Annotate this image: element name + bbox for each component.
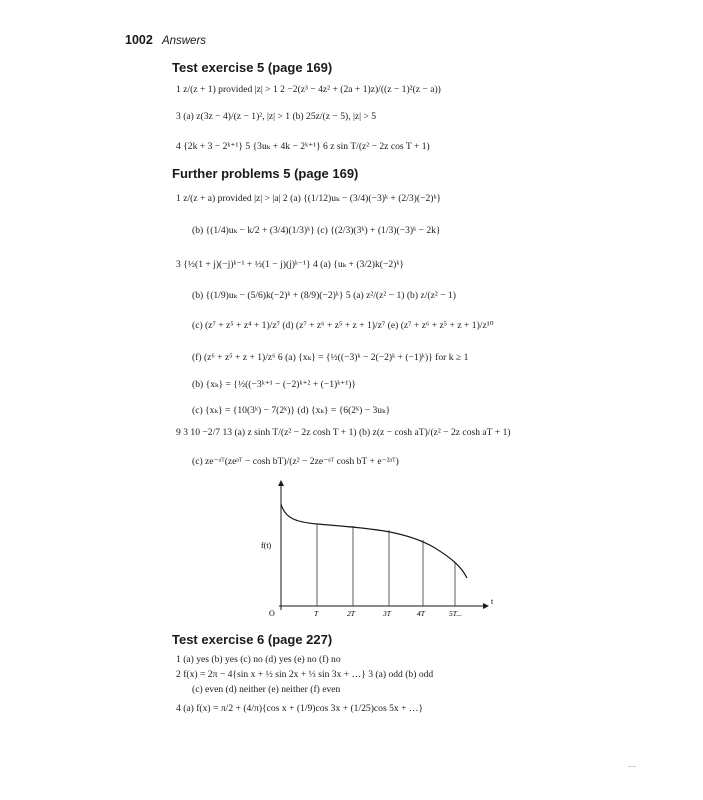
answer-line: (c) even (d) neither (e) neither (f) even — [192, 684, 341, 695]
answer-line: (b) {xₖ} = {½((−3ᵏ⁺¹ − (−2)ᵏ⁺² + (−1)ᵏ⁺¹)} — [192, 379, 357, 390]
tick-label: 5T... — [449, 609, 462, 618]
y-axis-label: f(t) — [261, 541, 272, 550]
section-title: Answers — [161, 35, 207, 47]
answer-line: 4 (a) f(x) = π/2 + (4/π){cos x + (1/9)cos 3x + (1/25)cos 5x + …} — [176, 703, 424, 714]
y-axis-arrow — [278, 480, 284, 486]
answer-line: (f) (z⁶ + z⁵ + z + 1)/z⁶ 6 (a) {xₖ} = {½((−3)ᵏ − 2(−2)ᵏ + (−1)ᵏ)} for k ≥ 1 — [192, 352, 469, 363]
origin-label: O — [269, 609, 275, 618]
answer-line: (c) {xₖ} = {10(3ᵏ) − 7(2ᵏ)} (d) {xₖ} = {6(2ᵏ) − 3uₖ} — [192, 405, 391, 416]
tick-label: 2T — [347, 609, 355, 618]
x-axis-arrow — [483, 603, 489, 609]
answer-line: 1 z/(z + a) provided |z| > |a| 2 (a) {(1/12)uₖ − (3/4)(−3)ᵏ + (2/3)(−2)ᵏ} — [176, 193, 442, 204]
tick-label: T — [314, 609, 319, 618]
answer-line: (b) {(1/4)uₖ − k/2 + (3/4)(1/3)ᵏ} (c) {(2/3)(3ᵏ) + (1/3)(−3)ᵏ − 2k} — [192, 225, 441, 236]
answer-line: (c) (z⁷ + z⁵ + z⁴ + 1)/z⁷ (d) (z⁷ + z⁶ + z⁵ + z + 1)/z⁷ (e) (z⁷ + z⁶ + z⁵ + z + 1)/z¹⁰ — [192, 320, 494, 331]
answer-line: 2 f(x) = 2π − 4{sin x + ½ sin 2x + ⅓ sin 3x + …} 3 (a) odd (b) odd — [176, 669, 434, 680]
further-problems-5-heading: Further problems 5 (page 169) — [172, 166, 359, 181]
answer-line: 1 z/(z + 1) provided |z| > 1 2 −2(z³ − 4z² + (2a + 1)z)/((z − 1)²(z − a)) — [176, 84, 441, 95]
tick-label: 3T — [383, 609, 391, 618]
x-axis-label: t — [491, 597, 494, 606]
page-number: 1002 — [125, 33, 153, 47]
decay-curve — [281, 504, 467, 578]
answer-line: 1 (a) yes (b) yes (c) no (d) yes (e) no (f) no — [176, 654, 341, 665]
answer-line: (c) ze⁻ᵃᵀ(zeᵃᵀ − cosh bT)/(z² − 2ze⁻ᵃᵀ cosh bT + e⁻²ᵃᵀ) — [192, 456, 399, 467]
function-graph — [255, 478, 495, 618]
page-header — [125, 33, 206, 48]
answer-line: 3 (a) z(3z − 4)/(z − 1)², |z| > 1 (b) 25z/(z − 5), |z| > 5 — [176, 111, 377, 122]
answer-line: 4 {2k + 3 − 2ᵏ⁺¹} 5 {3uₖ + 4k − 2ᵏ⁺¹} 6 z sin T/(z² − 2z cos T + 1) — [176, 141, 430, 152]
answer-line: 9 3 10 −2/7 13 (a) z sinh T/(z² − 2z cosh T + 1) (b) z(z − cosh aT)/(z² − 2z cosh aT + 1) — [176, 427, 511, 438]
test-exercise-5-heading: Test exercise 5 (page 169) — [172, 60, 333, 75]
test-exercise-6-heading: Test exercise 6 (page 227) — [172, 632, 333, 647]
footer-mark — [628, 766, 636, 767]
answer-line: 3 {½(1 + j)(−j)ᵏ⁻¹ + ½(1 − j)(j)ᵏ⁻¹} 4 (a) {uₖ + (3/2)k(−2)ᵏ} — [176, 259, 404, 270]
tick-label: 4T — [417, 609, 425, 618]
answer-line: (b) {(1/9)uₖ − (5/6)k(−2)ᵏ + (8/9)(−2)ᵏ} 5 (a) z²/(z² − 1) (b) z/(z² − 1) — [192, 290, 456, 301]
